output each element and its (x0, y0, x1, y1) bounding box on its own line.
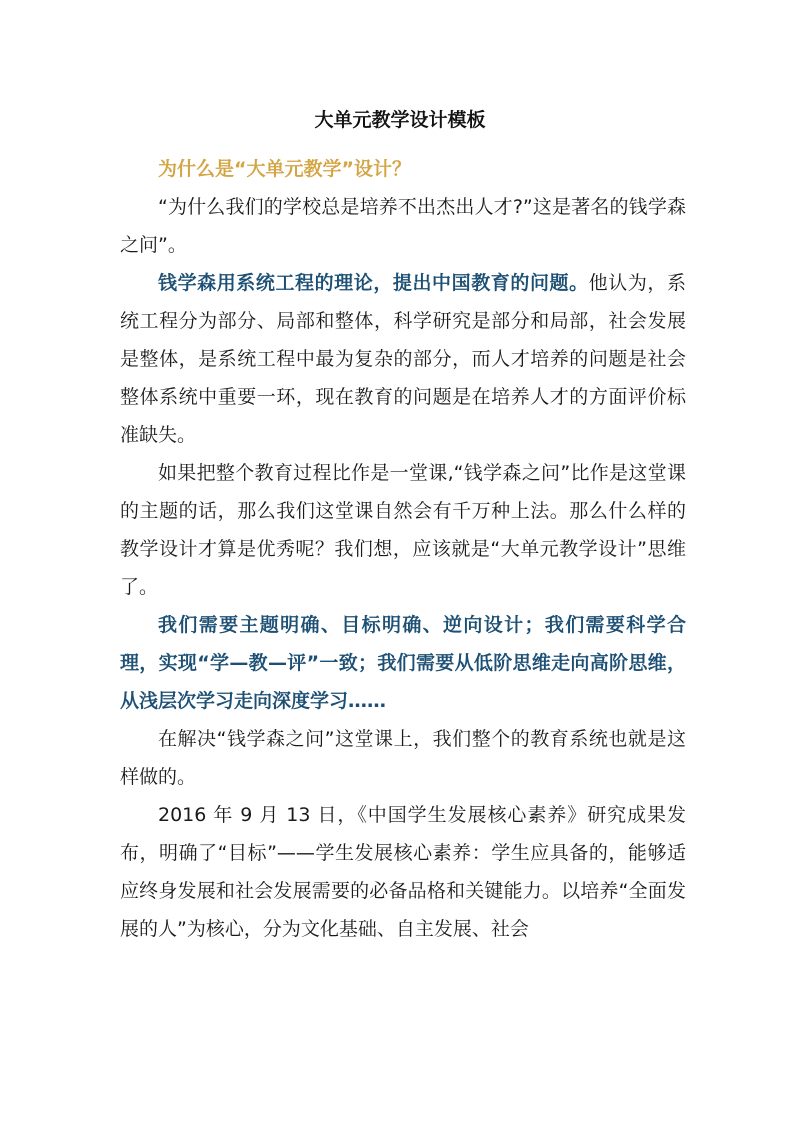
paragraph-6: 2016 年 9 月 13 日，《中国学生发展核心素养》研究成果发布，明确了“目标”——学生发展核心素养：学生应具备的，能够适应终身发展和社会发展需要的必备品格和关键能力。以培养“全面发展的人”为核心，分为文化基础、自主发展、社会 (120, 804, 686, 940)
section-heading: 为什么是“大单元教学”设计？ (158, 158, 411, 180)
paragraph-2-emphasis: 钱学森用系统工程的理论，提出中国教育的问题。 (158, 272, 589, 294)
document-body (120, 150, 686, 948)
paragraph-5: 在解决“钱学森之问”这堂课上，我们整个的教育系统也就是这样做的。 (120, 728, 686, 788)
paragraph-4-emphasis: 我们需要主题明确、目标明确、逆向设计；我们需要科学合理，实现“学—教—评”一致；我们需要从低阶思维走向高阶思维，从浅层次学习走向深度学习…… (120, 614, 686, 712)
paragraph-2-text: 他认为，系统工程分为部分、局部和整体，科学研究是部分和局部，社会发展是整体，是系统工程中最为复杂的部分，而人才培养的问题是社会整体系统中重要一环，现在教育的问题是在培养人才的方面评价标准缺失。 (120, 272, 686, 446)
paragraph-2 (120, 264, 686, 454)
paragraph-1: “为什么我们的学校总是培养不出杰出人才?”这是著名的钱学森之问”。 (120, 196, 686, 256)
document-title: 大单元教学设计模板 (314, 109, 486, 131)
paragraph-3: 如果把整个教育过程比作是一堂课,“钱学森之问”比作是这堂课的主题的话，那么我们这堂课自然会有千万种上法。那么什么样的教学设计才算是优秀呢？我们想，应该就是“大单元教学设计”思维了。 (120, 462, 686, 598)
